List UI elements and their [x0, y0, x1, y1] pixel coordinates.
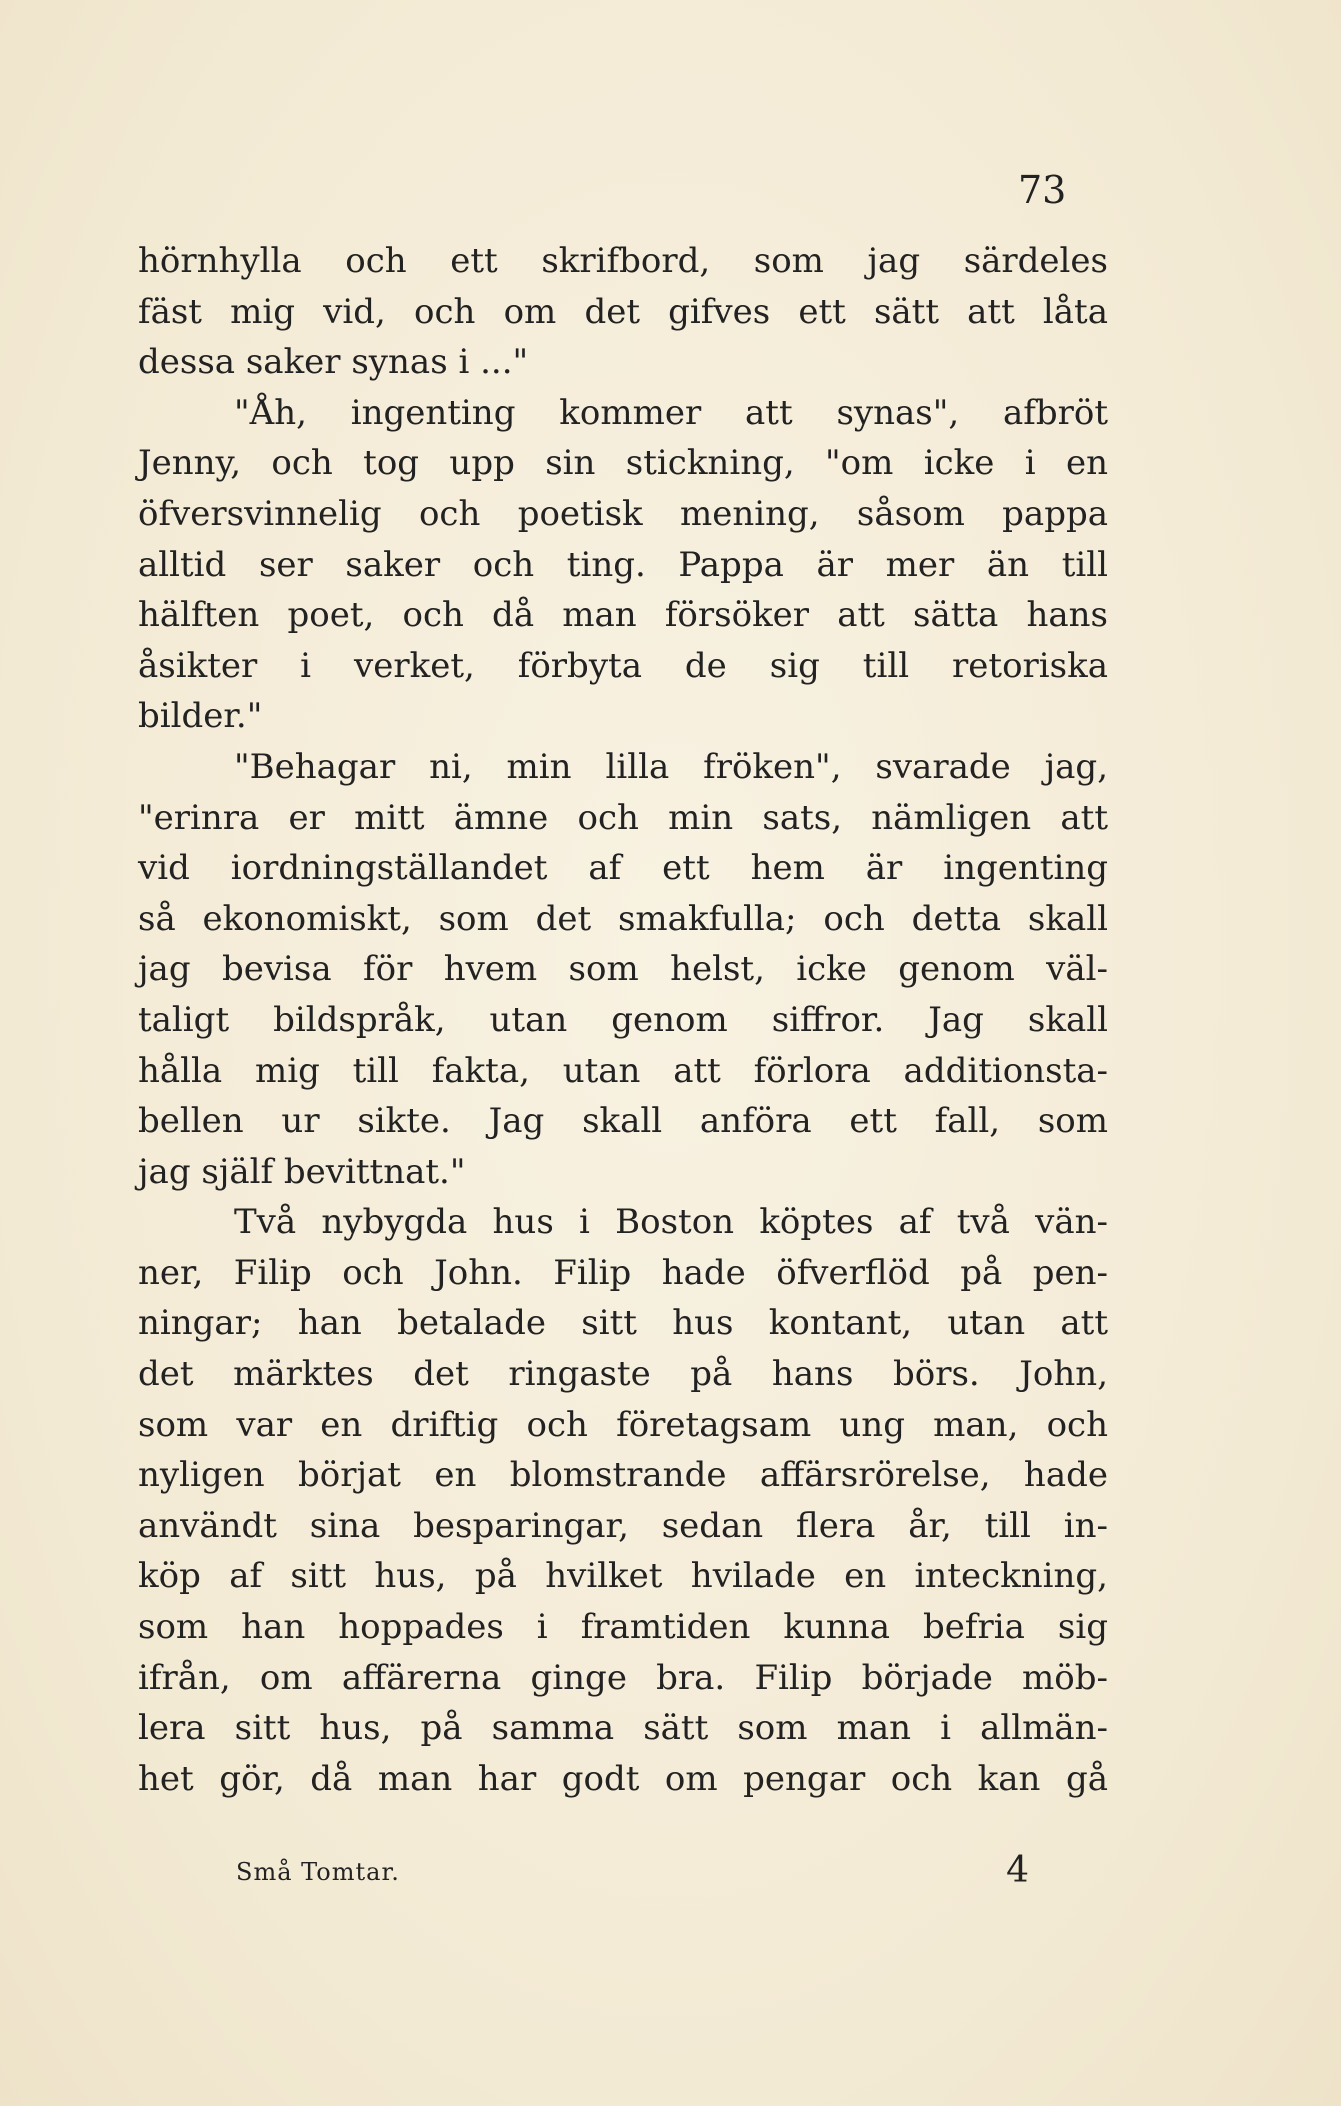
- text-line: vid iordningställandet af ett hem är ingenting: [138, 848, 1108, 889]
- text-line: het gör, då man har godt om pengar och kan gå: [138, 1758, 1108, 1799]
- text-line: öfversvinnelig och poetisk mening, såsom pappa: [138, 493, 1108, 534]
- text-line: "erinra er mitt ämne och min sats, nämligen att: [138, 797, 1108, 838]
- text-line: köp af sitt hus, på hvilket hvilade en inteckning,: [138, 1556, 1108, 1597]
- text-line: det märktes det ringaste på hans börs. John,: [138, 1354, 1108, 1395]
- text-line: hörnhylla och ett skrifbord, som jag särdeles: [138, 241, 1108, 281]
- signature-mark: 4: [1006, 1850, 1029, 1891]
- text-line: Jenny, och tog upp sin stickning, "om icke i en: [138, 443, 1108, 484]
- page-footer: [236, 1850, 1029, 1896]
- text-line: jag bevisa för hvem som helst, icke genom väl-: [138, 949, 1108, 990]
- text-line: "Åh, ingenting kommer att synas", afbröt: [234, 392, 1108, 433]
- text-line: som var en driftig och företagsam ung man, och: [138, 1404, 1108, 1445]
- text-line: hälften poet, och då man försöker att sätta hans: [138, 595, 1108, 636]
- page-number: 73: [1018, 168, 1067, 212]
- body-text: [138, 236, 1108, 1804]
- text-line: användt sina besparingar, sedan flera år, till in-: [138, 1505, 1108, 1546]
- text-line: åsikter i verket, förbyta de sig till retoriska: [138, 645, 1108, 686]
- text-line: Två nybygda hus i Boston köptes af två vän-: [234, 1202, 1108, 1243]
- text-line: ner, Filip och John. Filip hade öfverflöd på pen-: [138, 1252, 1108, 1293]
- text-line: som han hoppades i framtiden kunna befria sig: [138, 1607, 1108, 1648]
- text-line: "Behagar ni, min lilla fröken", svarade jag,: [234, 746, 1108, 787]
- text-line: nyligen börjat en blomstrande affärsrörelse, hade: [138, 1455, 1108, 1496]
- text-line: fäst mig vid, och om det gifves ett sätt att låta: [138, 291, 1108, 332]
- text-line: jag själf bevittnat.": [138, 1151, 466, 1192]
- text-line: hålla mig till fakta, utan att förlora additionsta-: [138, 1050, 1108, 1091]
- text-line: så ekonomiskt, som det smakfulla; och detta skall: [138, 898, 1108, 939]
- text-line: ningar; han betalade sitt hus kontant, utan att: [138, 1303, 1108, 1344]
- text-line: ifrån, om affärerna ginge bra. Filip började möb-: [138, 1657, 1108, 1698]
- text-line: taligt bildspråk, utan genom siffror. Jag skall: [138, 999, 1108, 1040]
- text-line: bellen ur sikte. Jag skall anföra ett fall, som: [138, 1101, 1108, 1142]
- text-line: lera sitt hus, på samma sätt som man i allmän-: [138, 1708, 1108, 1749]
- text-line: alltid ser saker och ting. Pappa är mer än till: [138, 544, 1108, 585]
- text-line: dessa saker synas i ...": [138, 342, 529, 383]
- text-line: bilder.": [138, 696, 263, 737]
- book-title: Små Tomtar.: [236, 1858, 400, 1886]
